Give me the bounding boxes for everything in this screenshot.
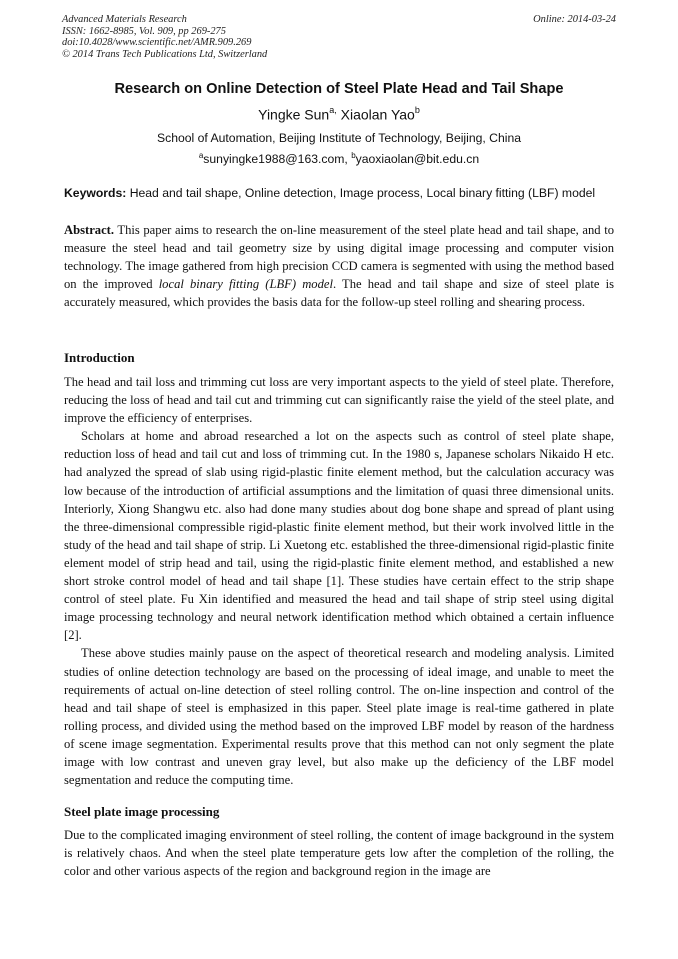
journal-issn: ISSN: 1662-8985, Vol. 909, pp 269-275 [62,25,226,37]
email-address: yaoxiaolan@bit.edu.cn [355,152,480,167]
abstract-text: . The head and tail shape and size of steel plate is accurately measured, which provides the basis data for the follow-up steel rolling and shearing process. [64,277,614,310]
abstract-label: Abstract. [64,223,115,237]
email-superscript: a [198,151,204,160]
keywords-line [64,186,624,200]
body-paragraph: Scholars at home and abroad researched a lot on the aspects such as control of steel plate shape, reduction loss of head and tail cut and loss of trimming cut. In the 1980 s, Japanese scholars Nikaido H etc. had analyzed the spread of slab using rigid-plastic finite element method, but the calculation accuracy was low because of the introduction of artificial assumptions and the limitation of quasi three dimensional units. Interiorly, Xiong Shangwu etc. also had done many studies about dog bone shape and spread of plant using the three-dimensional compressible rigid-plastic finite element method, but their work involved little in the study of the head and tail shape of strip. Li Xuetong etc. established the three-dimensional rigid-plastic finite element model of strip head and tail, using the rigid-plastic finite element method, and established a new short stroke control model of head and tail shape [1]. These studies have certain effect to the strip shape control of steel plate. Fu Xin identified and measured the head and tail shape of strip steel using digital image processing technology and neural network identification method which obtained a certain influence [2]. [64,429,614,643]
section2-body [64,826,614,880]
paper-title: Research on Online Detection of Steel Plate Head and Tail Shape [114,81,564,97]
author-superscript: a, [329,105,337,115]
abstract-paragraph [64,221,614,311]
journal-doi: doi:10.4028/www.scientific.net/AMR.909.269 [62,37,252,49]
journal-header [62,14,616,60]
email-superscript: b [351,151,356,160]
author-name: Yingke Sun [258,106,330,123]
author-line [0,106,678,123]
section-heading-image-processing: Steel plate image processing [64,804,220,819]
email-address: sunyingke1988@163.com, [203,152,352,167]
abstract-text: This paper aims to research the on-line measurement of the steel plate head and tail shape, and to measure the steel head and tail geometry size by using digital image processing and computer vision technology. The image gathered from high precision CCD camera is segmented with using the method based on the improved [64,223,614,292]
section-heading-introduction: Introduction [64,350,135,365]
body-paragraph: Due to the complicated imaging environment of steel rolling, the content of image background in the system is relatively chaos. And when the steel plate temperature gets low after the completion of the rolling, the color and other various aspects of the region and background region in the image are [64,828,614,879]
online-date: Online: 2014-03-24 [533,14,616,25]
email-line [0,151,678,166]
affiliation: School of Automation, Beijing Institute of Technology, Beijing, China [156,131,522,145]
journal-copyright: © 2014 Trans Tech Publications Ltd, Switzerland [62,48,268,60]
author-superscript: b [414,105,420,115]
author-name: Xiaolan Yao [336,106,415,123]
abstract [64,221,614,311]
body-paragraph: These above studies mainly pause on the aspect of theoretical research and modeling analysis. Limited studies of online detection technology are based on the processing of ideal image, and unable to meet the requirements of actual on-line detection of steel rolling control. The on-line inspection and control of the head and tail shape of steel is emphasized in this paper. Steel plate image is real-time gathered in plate rolling process, and divided using the method based on the improved LBF model by reason of the hardness of scene image segmentation. Experimental results prove that this method can not only segment the plate image with low contrast and uneven gray level, but also make up the deficiency of the LBF model segmentation and reduce the computing time. [64,646,614,788]
keywords-text: Head and tail shape, Online detection, Image process, Local binary fitting (LBF) model [126,186,596,200]
introduction-body [64,373,614,789]
body-paragraph: The head and tail loss and trimming cut loss are very important aspects to the yield of steel plate. Therefore, reducing the loss of head and tail cut and trimming cut can significantly raise the yield of the steel plate, and improve the efficiency of enterprises. [64,375,614,426]
journal-name: Advanced Materials Research [62,14,187,25]
abstract-italic: local binary fitting (LBF) model [158,277,333,292]
keywords-label: Keywords: [64,186,127,200]
